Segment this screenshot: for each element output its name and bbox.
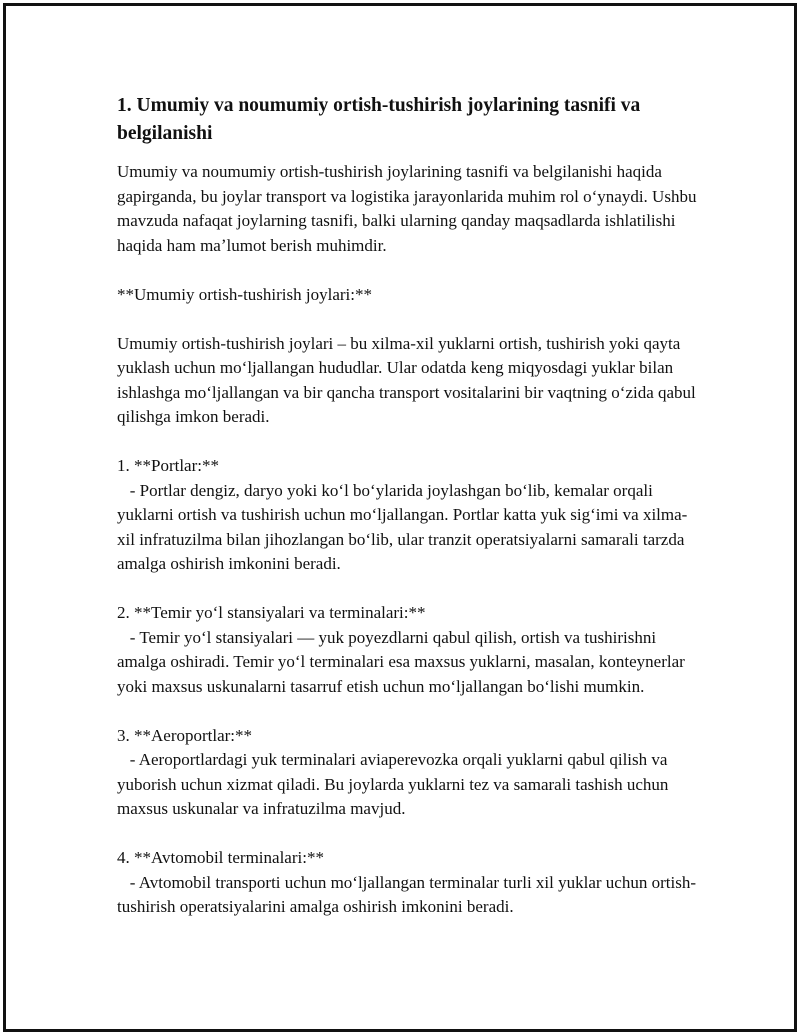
list-item-body: - Avtomobil transporti uchun moʻljallangan terminalar turli xil yuklar uchun ortish-tushirish operatsiyalarini amalga oshirish imkonini beradi.: [117, 872, 696, 916]
list-item-title: 4. **Avtomobil terminalari:**: [117, 848, 324, 867]
section-label: **Umumiy ortish-tushirish joylari:**: [117, 284, 372, 304]
intro-paragraph: Umumiy va noumumiy ortish-tushirish joylarining tasnifi va belgilanishi haqida gapirganda, bu joylar transport va logistika jarayonlarida muhim rol oʻynaydi. Ushbu mavzuda nafaqat joylarning tasnifi, balki ularning qanday maqsadlarda ishlatilishi haqida ham maʼlumot berish muhimdir.: [117, 162, 697, 255]
list-item-title: 2. **Temir yoʻl stansiyalari va terminalari:**: [117, 603, 426, 622]
list-item-title: 1. **Portlar:**: [117, 456, 219, 475]
list-item-aeroportlar: [117, 724, 697, 822]
list-item-temir-yol: [117, 601, 697, 699]
list-item-body: - Aeroportlardagi yuk terminalari aviaperevozka orqali yuklarni qabul qilish va yuborish uchun xizmat qiladi. Bu joylarda yuklarni tez va samarali tashish uchun maxsus uskunalar va infratuzilma mavjud.: [117, 750, 669, 818]
list-item-portlar: [117, 454, 697, 577]
list-item-body: - Portlar dengiz, daryo yoki koʻl boʻylarida joylashgan boʻlib, kemalar orqali yuklarni ortish va tushirish uchun moʻljallangan. Portlar katta yuk sigʻimi va xilma-xil infratuzilma bilan jihozlangan boʻlib, ular tranzit operatsiyalarni samarali tarzda amalga oshirish imkonini beradi.: [117, 480, 688, 573]
section-paragraph: Umumiy ortish-tushirish joylari – bu xilma-xil yuklarni ortish, tushirish yoki qayta yuklash uchun moʻljallangan hududlar. Ular odatda keng miqyosdagi yuklar bilan ishlashga moʻljallangan va bir qancha transport vositalarini bir vaqtning oʻzida qabul qilishga imkon beradi.: [117, 333, 696, 426]
list-item-avtomobil: [117, 846, 697, 920]
document-content: [117, 92, 697, 944]
list-item-body: - Temir yoʻl stansiyalari — yuk poyezdlarni qabul qilish, ortish va tushirishni amalga oshiradi. Temir yoʻl terminalari esa maxsus yuklarni, masalan, konteynerlar yoki maxsus uskunalarni tasarruf etish uchun moʻljallangan boʻlishi mumkin.: [117, 627, 685, 696]
document-heading: 1. Umumiy va noumumiy ortish-tushirish joylarining tasnifi va belgilanishi: [117, 95, 641, 144]
list-item-title: 3. **Aeroportlar:**: [117, 725, 253, 745]
